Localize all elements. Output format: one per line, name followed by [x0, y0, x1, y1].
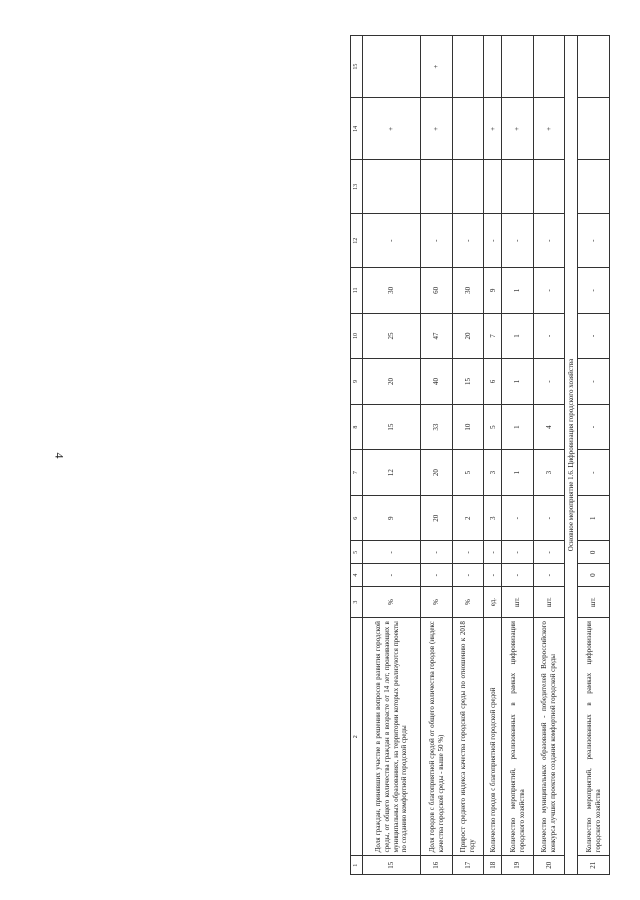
col-header: 1	[351, 856, 363, 875]
value-cell	[578, 160, 610, 214]
row-number: 20	[533, 856, 565, 875]
value-cell: +	[421, 36, 453, 98]
value-cell: -	[578, 268, 610, 314]
table-row	[421, 36, 453, 875]
value-cell: 15	[363, 404, 421, 450]
value-cell: 3	[484, 450, 502, 496]
indicator-description: Количество мероприятий, реализованных в рамках цифровизации городского хозяйства	[578, 618, 610, 856]
value-cell	[421, 160, 453, 214]
value-cell: 4	[533, 404, 565, 450]
row-number: 21	[578, 856, 610, 875]
value-cell	[484, 160, 502, 214]
value-cell: 6	[484, 359, 502, 405]
value-cell: -	[533, 313, 565, 359]
value-cell: -	[533, 268, 565, 314]
value-cell	[363, 160, 421, 214]
value-cell: 60	[421, 268, 453, 314]
unit-cell: %	[452, 587, 484, 618]
value-cell	[578, 36, 610, 98]
row-number: 16	[421, 856, 453, 875]
value-cell	[452, 160, 484, 214]
value-cell: -	[452, 564, 484, 587]
value-cell: -	[363, 541, 421, 564]
row-number: 15	[363, 856, 421, 875]
col-header: 3	[351, 587, 363, 618]
value-cell: -	[502, 564, 534, 587]
value-cell: 47	[421, 313, 453, 359]
value-cell	[484, 36, 502, 98]
value-cell	[578, 98, 610, 160]
value-cell: 1	[502, 404, 534, 450]
col-header: 13	[351, 160, 363, 214]
value-cell: -	[578, 214, 610, 268]
value-cell: -	[533, 564, 565, 587]
value-cell: 1	[502, 313, 534, 359]
indicators-table	[350, 35, 610, 875]
value-cell: -	[502, 214, 534, 268]
indicator-description: Доля городов с благоприятной средой от общего количества городов (индекс качества городской среды - выше 50 %)	[421, 618, 453, 856]
unit-cell: %	[363, 587, 421, 618]
value-cell: -	[484, 541, 502, 564]
value-cell: -	[363, 214, 421, 268]
value-cell: -	[452, 541, 484, 564]
value-cell: +	[533, 98, 565, 160]
row-number: 17	[452, 856, 484, 875]
value-cell: 0	[578, 541, 610, 564]
value-cell: -	[533, 359, 565, 405]
value-cell	[363, 36, 421, 98]
value-cell: -	[484, 214, 502, 268]
value-cell: 5	[484, 404, 502, 450]
value-cell	[502, 160, 534, 214]
col-header: 8	[351, 404, 363, 450]
unit-cell: шт.	[533, 587, 565, 618]
value-cell: 33	[421, 404, 453, 450]
page-number: 4	[52, 452, 67, 459]
value-cell: -	[502, 495, 534, 541]
value-cell: -	[452, 214, 484, 268]
value-cell: 5	[452, 450, 484, 496]
col-header: 11	[351, 268, 363, 314]
col-header: 6	[351, 495, 363, 541]
value-cell: 3	[533, 450, 565, 496]
value-cell: +	[363, 98, 421, 160]
value-cell: 25	[363, 313, 421, 359]
indicator-description: Доля граждан, принявших участие в решении вопросов развития городской среды, от общего количества граждан в возрасте от 14 лет, проживающих в муниципальных образованиях, на территории которых реализуются проекты по созданию комфортной городской среды	[363, 618, 421, 856]
unit-cell: шт.	[578, 587, 610, 618]
value-cell: -	[578, 313, 610, 359]
value-cell: 2	[452, 495, 484, 541]
value-cell: 30	[363, 268, 421, 314]
table-row	[484, 36, 502, 875]
value-cell: 3	[484, 495, 502, 541]
row-number: 19	[502, 856, 534, 875]
table-body	[363, 36, 610, 875]
table-row	[363, 36, 421, 875]
value-cell: 40	[421, 359, 453, 405]
value-cell: -	[578, 450, 610, 496]
section-row	[565, 36, 578, 875]
rotated-table-container	[350, 35, 610, 875]
value-cell: 9	[363, 495, 421, 541]
value-cell: -	[578, 404, 610, 450]
row-number: 18	[484, 856, 502, 875]
indicator-description: Количество мероприятий, реализованных в рамках цифровизации городского хозяйства	[502, 618, 534, 856]
value-cell: 1	[502, 268, 534, 314]
value-cell: +	[421, 98, 453, 160]
unit-cell: %	[421, 587, 453, 618]
value-cell: +	[502, 98, 534, 160]
value-cell: 15	[452, 359, 484, 405]
value-cell: 20	[421, 495, 453, 541]
col-header: 7	[351, 450, 363, 496]
value-cell: 20	[421, 450, 453, 496]
value-cell	[533, 160, 565, 214]
value-cell: -	[578, 359, 610, 405]
value-cell: 20	[452, 313, 484, 359]
value-cell: 10	[452, 404, 484, 450]
value-cell	[533, 36, 565, 98]
header-row	[351, 36, 363, 875]
table-row	[578, 36, 610, 875]
value-cell: +	[484, 98, 502, 160]
col-header: 15	[351, 36, 363, 98]
col-header: 9	[351, 359, 363, 405]
value-cell: -	[421, 214, 453, 268]
value-cell	[502, 36, 534, 98]
value-cell: 1	[502, 359, 534, 405]
col-header: 4	[351, 564, 363, 587]
value-cell	[452, 98, 484, 160]
indicator-description: Количество муниципальных образований - победителей Всероссийского конкурса лучших проектов создания комфортной городской среды	[533, 618, 565, 856]
table-row	[452, 36, 484, 875]
value-cell: 12	[363, 450, 421, 496]
col-header: 12	[351, 214, 363, 268]
table-row	[502, 36, 534, 875]
value-cell: -	[421, 564, 453, 587]
value-cell: -	[533, 214, 565, 268]
value-cell: 30	[452, 268, 484, 314]
value-cell	[452, 36, 484, 98]
value-cell: -	[484, 564, 502, 587]
indicator-description: Прирост среднего индекса качества городской среды по отношению к 2018 году	[452, 618, 484, 856]
unit-cell: шт.	[502, 587, 534, 618]
value-cell: 7	[484, 313, 502, 359]
value-cell: 0	[578, 564, 610, 587]
table-row	[533, 36, 565, 875]
value-cell: -	[502, 541, 534, 564]
value-cell: 1	[502, 450, 534, 496]
col-header: 2	[351, 618, 363, 856]
value-cell: -	[533, 495, 565, 541]
value-cell: -	[363, 564, 421, 587]
col-header: 14	[351, 98, 363, 160]
value-cell: 20	[363, 359, 421, 405]
indicator-description: Количество городов с благоприятной городской средой	[484, 618, 502, 856]
section-title: Основное мероприятие 1.6. Цифровизация городского хозяйства	[565, 36, 578, 875]
value-cell: -	[421, 541, 453, 564]
unit-cell: ед.	[484, 587, 502, 618]
value-cell: 9	[484, 268, 502, 314]
col-header: 5	[351, 541, 363, 564]
value-cell: -	[533, 541, 565, 564]
value-cell: 1	[578, 495, 610, 541]
col-header: 10	[351, 313, 363, 359]
